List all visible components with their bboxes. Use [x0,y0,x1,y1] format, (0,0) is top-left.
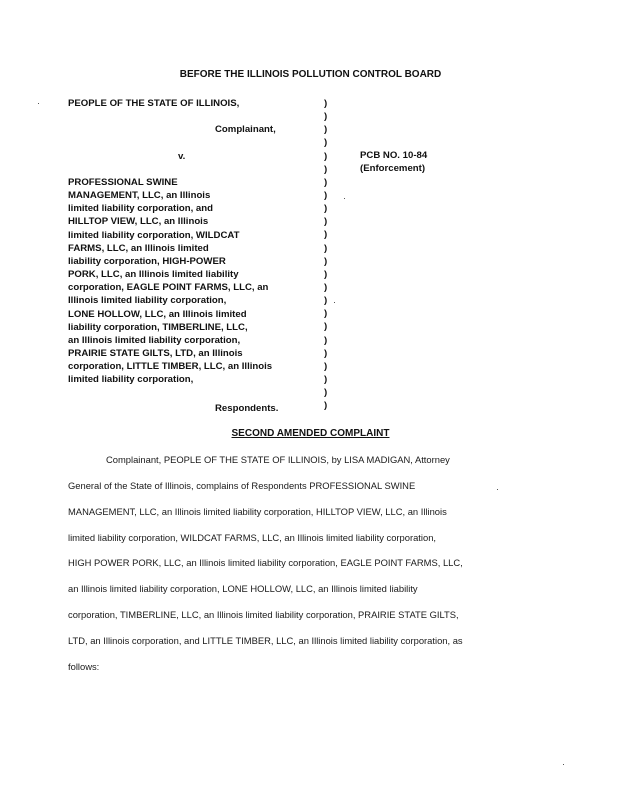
respondent-line: PRAIRIE STATE GILTS, LTD, an Illinois [68,348,243,360]
caption-paren-column [324,97,327,412]
paren: ) [324,124,328,136]
respondent-line: limited liability corporation, WILDCAT [68,229,240,241]
scan-speck [563,764,564,765]
scan-speck [344,198,345,199]
respondent-line: an Illinois limited liability corporation, [68,334,241,346]
paren: ) [324,150,328,162]
paren: ) [324,400,328,412]
paren: ) [324,373,328,385]
respondent-line: corporation, LITTLE TIMBER, LLC, an Illinois [68,361,273,373]
respondent-line: PROFESSIONAL SWINE [68,177,178,188]
paren: ) [324,176,328,188]
paren: ) [324,98,328,109]
scan-speck [334,302,335,303]
respondent-line: corporation, EAGLE POINT FARMS, LLC, an [68,282,269,294]
paren: ) [324,308,328,320]
case-number: PCB NO. 10-84 [360,150,428,161]
body-line: LTD, an Illinois corporation, and LITTLE TIMBER, LLC, an Illinois limited liability corporation, as [68,635,463,646]
body-line: follows: [68,661,100,672]
scan-speck [38,103,39,104]
paren: ) [324,321,328,333]
respondent-line: Illinois limited liability corporation, [68,295,227,307]
respondent-line: limited liability corporation, [68,374,194,386]
paren: ) [324,347,328,359]
respondent-line: LONE HOLLOW, LLC, an Illinois limited [68,308,247,320]
paren: ) [324,242,328,254]
body-line: General of the State of Illinois, complains of Respondents PROFESSIONAL SWINE [68,480,416,491]
respondent-line: limited liability corporation, and [68,203,213,215]
paren: ) [324,189,328,201]
body-line: HIGH POWER PORK, LLC, an Illinois limited liability corporation, EAGLE POINT FARMS, LLC, [68,557,463,568]
respondents-block [68,176,272,387]
complaint-heading: SECOND AMENDED COMPLAINT [231,428,390,439]
respondent-line: liability corporation, HIGH-POWER [68,255,226,267]
paren: ) [324,137,328,149]
scan-speck [497,489,498,490]
respondent-line: MANAGEMENT, LLC, an Illinois [68,190,211,202]
body-line: an Illinois limited liability corporation, LONE HOLLOW, LLC, an Illinois limited liability [68,583,418,594]
board-title: BEFORE THE ILLINOIS POLLUTION CONTROL BOARD [179,69,442,80]
paren: ) [324,281,328,293]
complainant-name: PEOPLE OF THE STATE OF ILLINOIS, [68,98,240,109]
body-line: corporation, TIMBERLINE, LLC, an Illinois limited liability corporation, PRAIRIE STATE GILTS, [68,609,459,620]
respondent-line: HILLTOP VIEW, LLC, an Illinois [68,216,209,228]
respondent-line: PORK, LLC, an Illinois limited liability [68,269,239,281]
paren: ) [324,229,328,241]
paren: ) [324,203,328,215]
body-line: MANAGEMENT, LLC, an Illinois limited liability corporation, HILLTOP VIEW, LLC, an Illinois [68,506,447,517]
paren: ) [324,334,328,346]
paren: ) [324,216,328,228]
paren: ) [324,268,328,280]
body-line: limited liability corporation, WILDCAT FARMS, LLC, an Illinois limited liability corporation, [68,532,437,543]
paren: ) [324,163,328,175]
respondents-label: Respondents. [215,403,279,414]
paren: ) [324,387,328,399]
versus-label: v. [178,151,186,162]
paren: ) [324,111,328,123]
paren: ) [324,360,328,372]
complainant-label: Complainant, [215,124,276,135]
case-type: (Enforcement) [360,163,426,174]
paren: ) [324,295,328,307]
body-line: Complainant, PEOPLE OF THE STATE OF ILLINOIS, by LISA MADIGAN, Attorney [106,454,450,465]
paren: ) [324,255,328,267]
respondent-line: FARMS, LLC, an Illinois limited [68,242,209,254]
respondent-line: liability corporation, TIMBERLINE, LLC, [68,321,248,333]
